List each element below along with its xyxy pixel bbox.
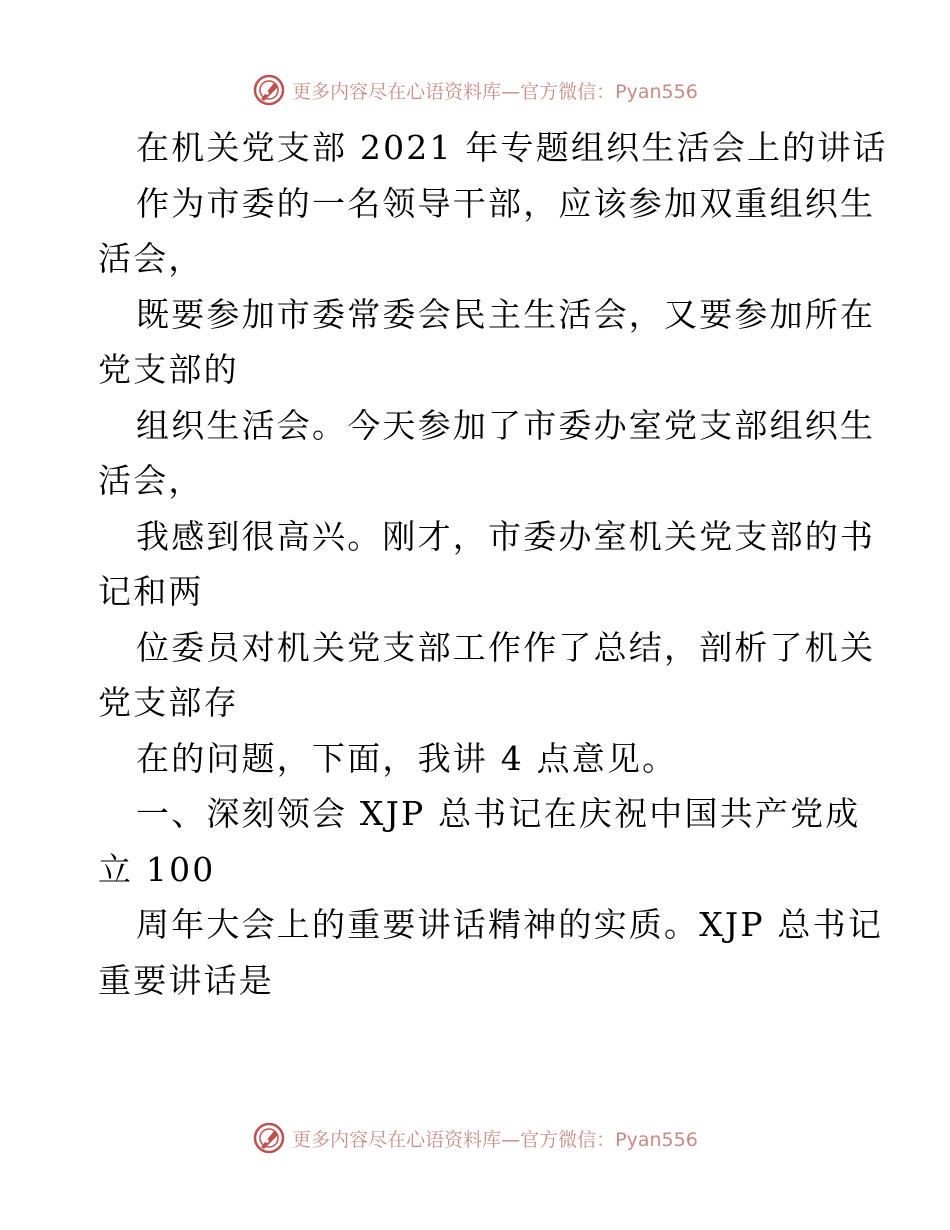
paragraph-line: 周年大会上的重要讲话精神的实质。XJP 总书记 [136,905,884,944]
watermark-wechat-id: Pyan556 [615,1128,698,1151]
watermark-text: 更多内容尽在心语资料库—官方微信：Pyan556 [292,80,698,103]
paragraph-line: 既要参加市委常委会民主生活会，又要参加所在 [136,294,876,334]
pen-nib-logo-icon [252,1121,286,1155]
document-body [98,120,888,1008]
document-title: 在机关党支部 2021 年专题组织生活会上的讲话 [136,128,888,167]
paragraph-line: 在的问题，下面，我讲 4 点意见。 [136,738,678,778]
paragraph-line: 党支部存 [98,683,239,722]
watermark-wechat-id: Pyan556 [615,80,698,103]
pen-nib-logo-icon [252,73,286,107]
watermark-text: 更多内容尽在心语资料库—官方微信：Pyan556 [292,1128,698,1151]
paragraph-line: 我感到很高兴。刚才，市委办室机关党支部的书 [136,516,876,556]
paragraph-line: 党支部的 [98,350,239,389]
paragraph-line: 位委员对机关党支部工作作了总结，剖析了机关 [136,627,876,667]
footer-watermark [0,1118,950,1158]
paragraph-line: 作为市委的一名领导干部，应该参加双重组织生 [136,183,876,223]
paragraph-line: 活会， [98,239,204,278]
section-heading-line: 立 100 [98,849,216,889]
paragraph-line: 活会， [98,461,204,500]
paragraph-line: 重要讲话是 [98,960,274,1000]
paragraph-line: 记和两 [98,572,204,611]
section-heading-line: 一、深刻领会 XJP 总书记在庆祝中国共产党成 [136,794,861,833]
paragraph-line: 组织生活会。今天参加了市委办室党支部组织生 [136,405,876,445]
header-watermark [0,70,950,110]
